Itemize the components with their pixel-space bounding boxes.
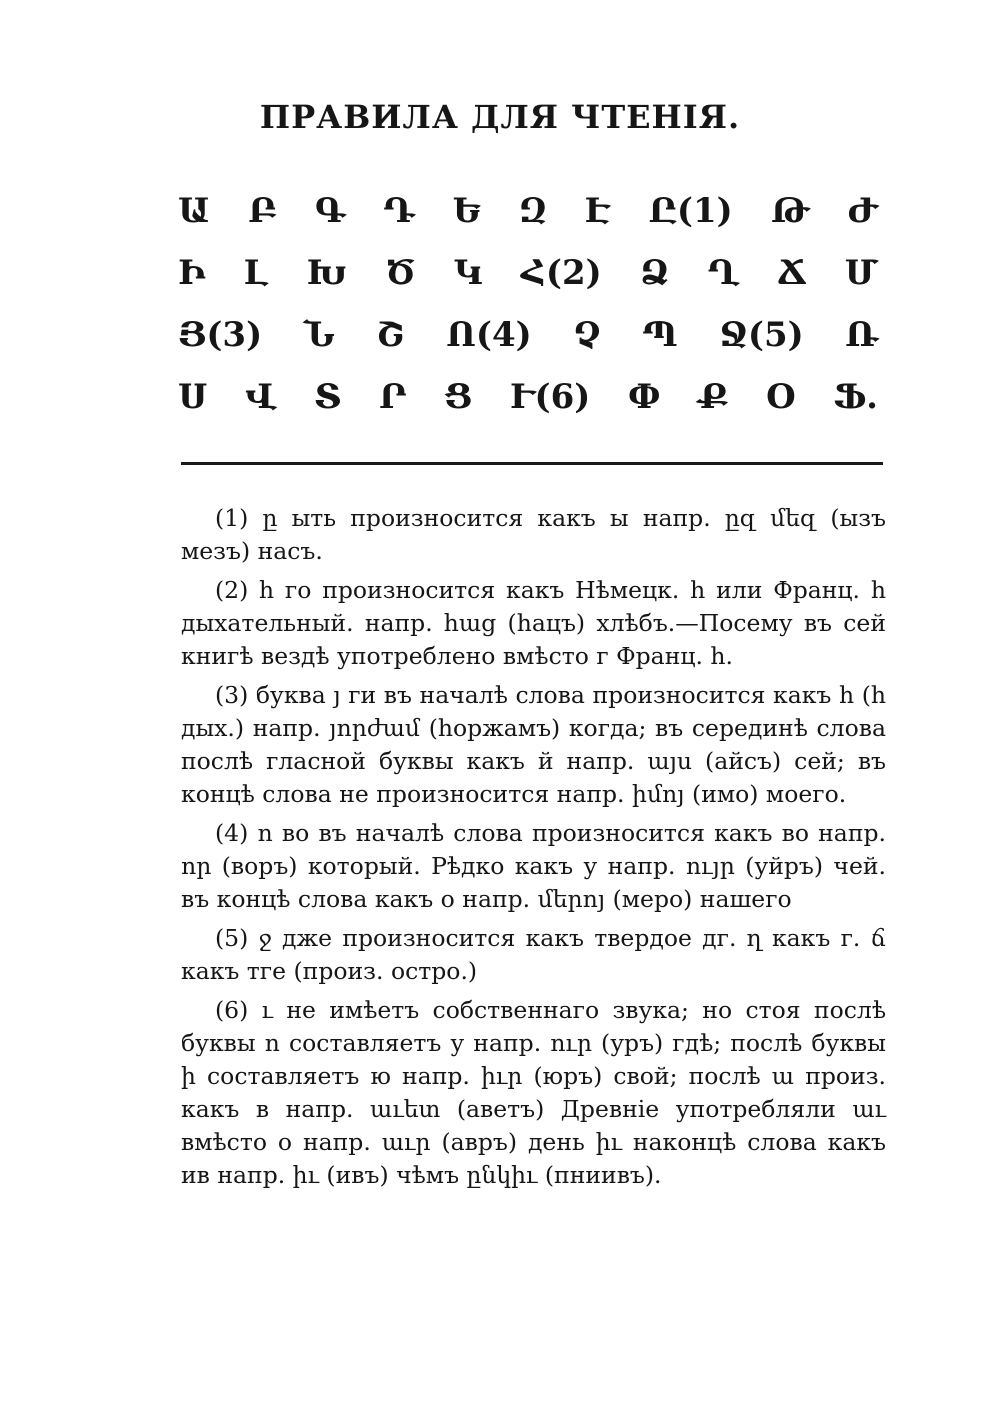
alphabet-letter: Օ (766, 377, 796, 417)
note-6: (6) ւ не имѣетъ собственнаго звука; но стоя послѣ буквы ո составляетъ у напр. ուր (уръ) гдѣ; послѣ буквы ի составляетъ ю напр. իւր (юръ) свой; послѣ ա произ. какъ в напр. աւետ (аветъ) Древніе употребляли աւ вмѣсто о напр. աւր (авръ) день իւ наконцѣ слова какъ ив напр. իւ (ивъ) чѣмъ ընկիւ (пниивъ). (181, 996, 886, 1189)
alphabet-letter: Դ (383, 191, 415, 231)
alphabet-letter: Չ (573, 315, 602, 355)
alphabet-letter: Ո(4) (446, 315, 532, 355)
alphabet-letter: Բ (248, 191, 277, 231)
alphabet-letter: Զ (518, 191, 547, 231)
alphabet-letter: Ս (178, 377, 208, 417)
alphabet-letter: Հ(2) (520, 253, 602, 293)
alphabet-letter: Յ(3) (178, 315, 263, 355)
alphabet-row (178, 304, 878, 366)
alphabet-letter: Կ (453, 253, 483, 293)
note-4: (4) ո во въ началѣ слова произносится какъ во напр. որ (воръ) который. Рѣдко какъ у напр. ույր (уйръ) чей. въ концѣ слова какъ о напр. մերոյ (меро) нашего (181, 819, 886, 913)
alphabet-letter: Ճ (777, 253, 807, 293)
alphabet-letter: Տ (314, 377, 342, 417)
alphabet-letter: Շ (376, 315, 405, 355)
alphabet-letter: Ն (303, 315, 335, 355)
alphabet-letter: Ւ(6) (510, 377, 591, 417)
alphabet-letter: Ա (178, 191, 211, 231)
alphabet-letter: Ռ (845, 315, 878, 355)
alphabet-letter: Լ (243, 253, 269, 293)
alphabet-letter: Ֆ. (833, 377, 878, 417)
note-3: (3) буква յ ги въ началѣ слова произносится какъ h (h дых.) напр. յորժամ (hоржамъ) когда; въ серединѣ слова послѣ гласной буквы какъ й напр. այս (айсъ) сей; въ концѣ слова не произносится напр. իմոյ (имо) моего. (181, 681, 886, 808)
note-1: (1) ը ыть произносится какъ ы напр. ըզ մեզ (ызъ мезъ) насъ. (181, 504, 886, 565)
alphabet-letter: Ղ (707, 253, 740, 293)
alphabet-letter: Փ (628, 377, 661, 417)
alphabet-letter: Ջ(5) (719, 315, 804, 355)
section-divider (181, 462, 883, 465)
page-title: ПРАВИЛА ДЛЯ ЧТЕНІЯ. (259, 98, 741, 136)
alphabet-letter: Պ (642, 315, 678, 355)
note-5: (5) ջ дже произносится какъ твердое дг. ղ какъ г. ճ какъ тге (произ. остро.) (181, 924, 886, 985)
alphabet-letter: Ց (444, 377, 473, 417)
alphabet-letter: Ծ (385, 253, 416, 293)
alphabet-letter: Վ (245, 377, 277, 417)
alphabet-letter: Մ (844, 253, 878, 293)
alphabet-letter: Գ (314, 191, 346, 231)
alphabet-letter: Ը(1) (648, 191, 733, 231)
alphabet-letter: Ձ (640, 253, 670, 293)
alphabet-letter: Է (585, 191, 611, 231)
reading-notes (181, 502, 886, 1198)
alphabet-letter: Ե (452, 191, 481, 231)
alphabet-row (178, 180, 878, 242)
alphabet-letter: Ք (698, 377, 729, 417)
alphabet-table (178, 180, 878, 428)
alphabet-letter: Խ (306, 253, 347, 293)
alphabet-letter: Ր (379, 377, 407, 417)
alphabet-row (178, 366, 878, 428)
alphabet-row (178, 242, 878, 304)
alphabet-letter: Ի (178, 253, 206, 293)
alphabet-letter: Թ (771, 191, 810, 231)
note-2: (2) հ го произносится какъ Нѣмецк. h или Франц. h дыхательный. напр. հաց (hацъ) хлѣбъ.—Посему въ сей книгѣ вездѣ употреблено вмѣсто г Франц. h. (181, 576, 886, 670)
alphabet-letter: Ժ (847, 191, 878, 231)
